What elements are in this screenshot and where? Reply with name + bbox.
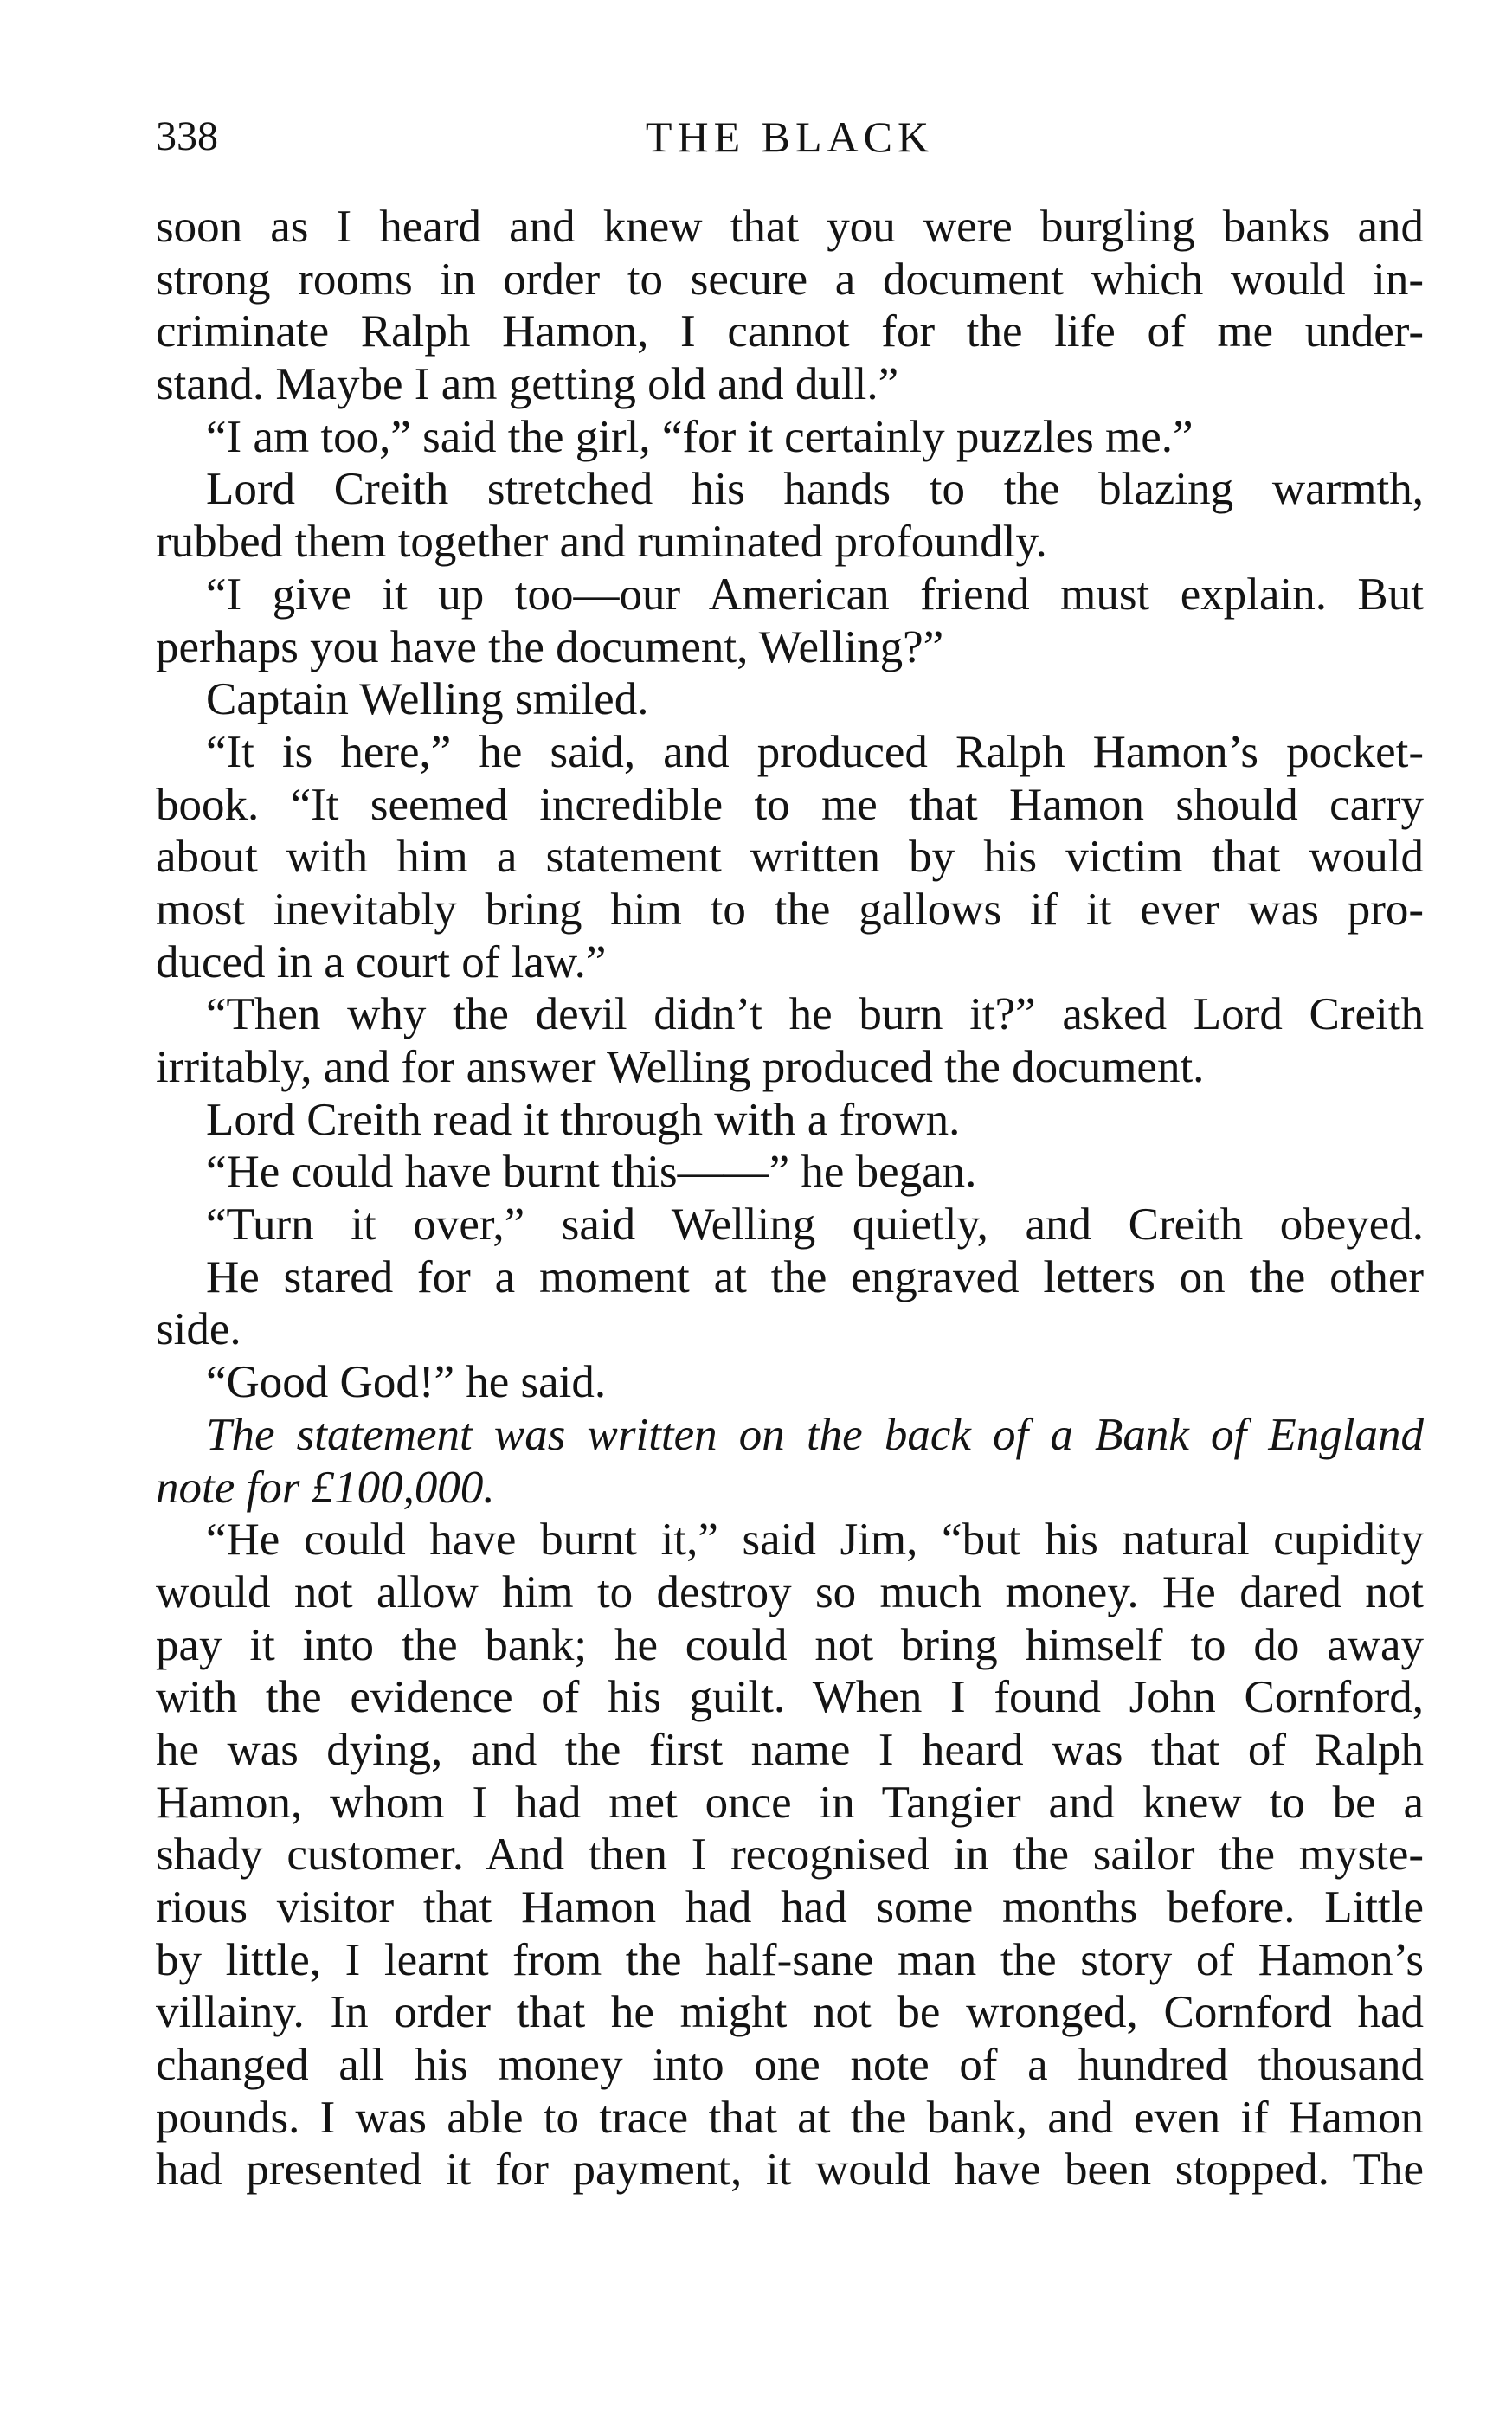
text-line: Lord Creith stretched his hands to the blazing warmth, [206, 464, 1424, 515]
text-line: side. [156, 1304, 241, 1355]
body-text [156, 201, 1424, 2196]
text-line: would not allow him to destroy so much money. He dared not [156, 1566, 1424, 1617]
text-line: “It is here,” he said, and produced Ralph Hamon’s pocket- [206, 726, 1424, 777]
text-line: stand. Maybe I am getting old and dull.” [156, 359, 899, 410]
running-head [156, 104, 1424, 173]
text-line: “I am too,” said the girl, “for it certainly puzzles me.” [206, 411, 1194, 462]
text-line: with the evidence of his guilt. When I found John Cornford, [156, 1672, 1424, 1723]
text-line: “Good God!” he said. [206, 1357, 607, 1408]
text-line: shady customer. And then I recognised in the sailor the myste- [156, 1830, 1424, 1881]
text-line: pay it into the bank; he could not bring himself to do away [156, 1619, 1424, 1670]
text-line: criminate Ralph Hamon, I cannot for the life of me under- [156, 306, 1424, 357]
page-number: 338 [156, 113, 218, 159]
text-line: strong rooms in order to secure a document which would in- [156, 254, 1424, 305]
text-line: villainy. In order that he might not be wronged, Cornford had [156, 1987, 1424, 2038]
text-line: soon as I heard and knew that you were burgling banks and [156, 202, 1424, 252]
running-title: THE BLACK [645, 113, 935, 161]
text-line: note for £100,000. [156, 1462, 495, 1513]
text-line: most inevitably bring him to the gallows if it ever was pro- [156, 884, 1424, 935]
text-line: “I give it up too—our American friend must explain. But [206, 569, 1424, 620]
text-line: He stared for a moment at the engraved letters on the other [206, 1251, 1424, 1302]
text-line: rubbed them together and ruminated profoundly. [156, 517, 1047, 568]
text-line: Lord Creith read it through with a frown. [206, 1094, 961, 1145]
text-line: “Turn it over,” said Welling quietly, and Creith obeyed. [206, 1199, 1424, 1251]
text-line: by little, I learnt from the half-sane man the story of Hamon’s [156, 1934, 1424, 1985]
text-line: irritably, and for answer Welling produced the document. [156, 1042, 1205, 1092]
text-line: perhaps you have the document, Welling?” [156, 621, 944, 672]
text-line: Hamon, whom I had met once in Tangier and knew to be a [156, 1777, 1424, 1828]
text-line: The statement was written on the back of a Bank of England [206, 1409, 1424, 1460]
text-line: duced in a court of law.” [156, 936, 607, 987]
text-line: he was dying, and the first name I heard was that of Ralph [156, 1724, 1424, 1775]
text-line: rious visitor that Hamon had had some months before. Little [156, 1882, 1424, 1933]
text-line: “Then why the devil didn’t he burn it?” asked Lord Creith [206, 989, 1424, 1040]
text-line: changed all his money into one note of a hundred thousand [156, 2040, 1424, 2091]
text-line: pounds. I was able to trace that at the bank, and even if Hamon [156, 2092, 1424, 2143]
text-line: “He could have burnt it,” said Jim, “but his natural cupidity [206, 1515, 1424, 1566]
text-line: “He could have burnt this——” he began. [206, 1147, 977, 1198]
text-line: about with him a statement written by his victim that would [156, 832, 1424, 883]
text-line: book. “It seemed incredible to me that Hamon should carry [156, 779, 1424, 830]
text-line: had presented it for payment, it would have been stopped. The [156, 2145, 1424, 2196]
text-line: Captain Welling smiled. [206, 674, 649, 725]
